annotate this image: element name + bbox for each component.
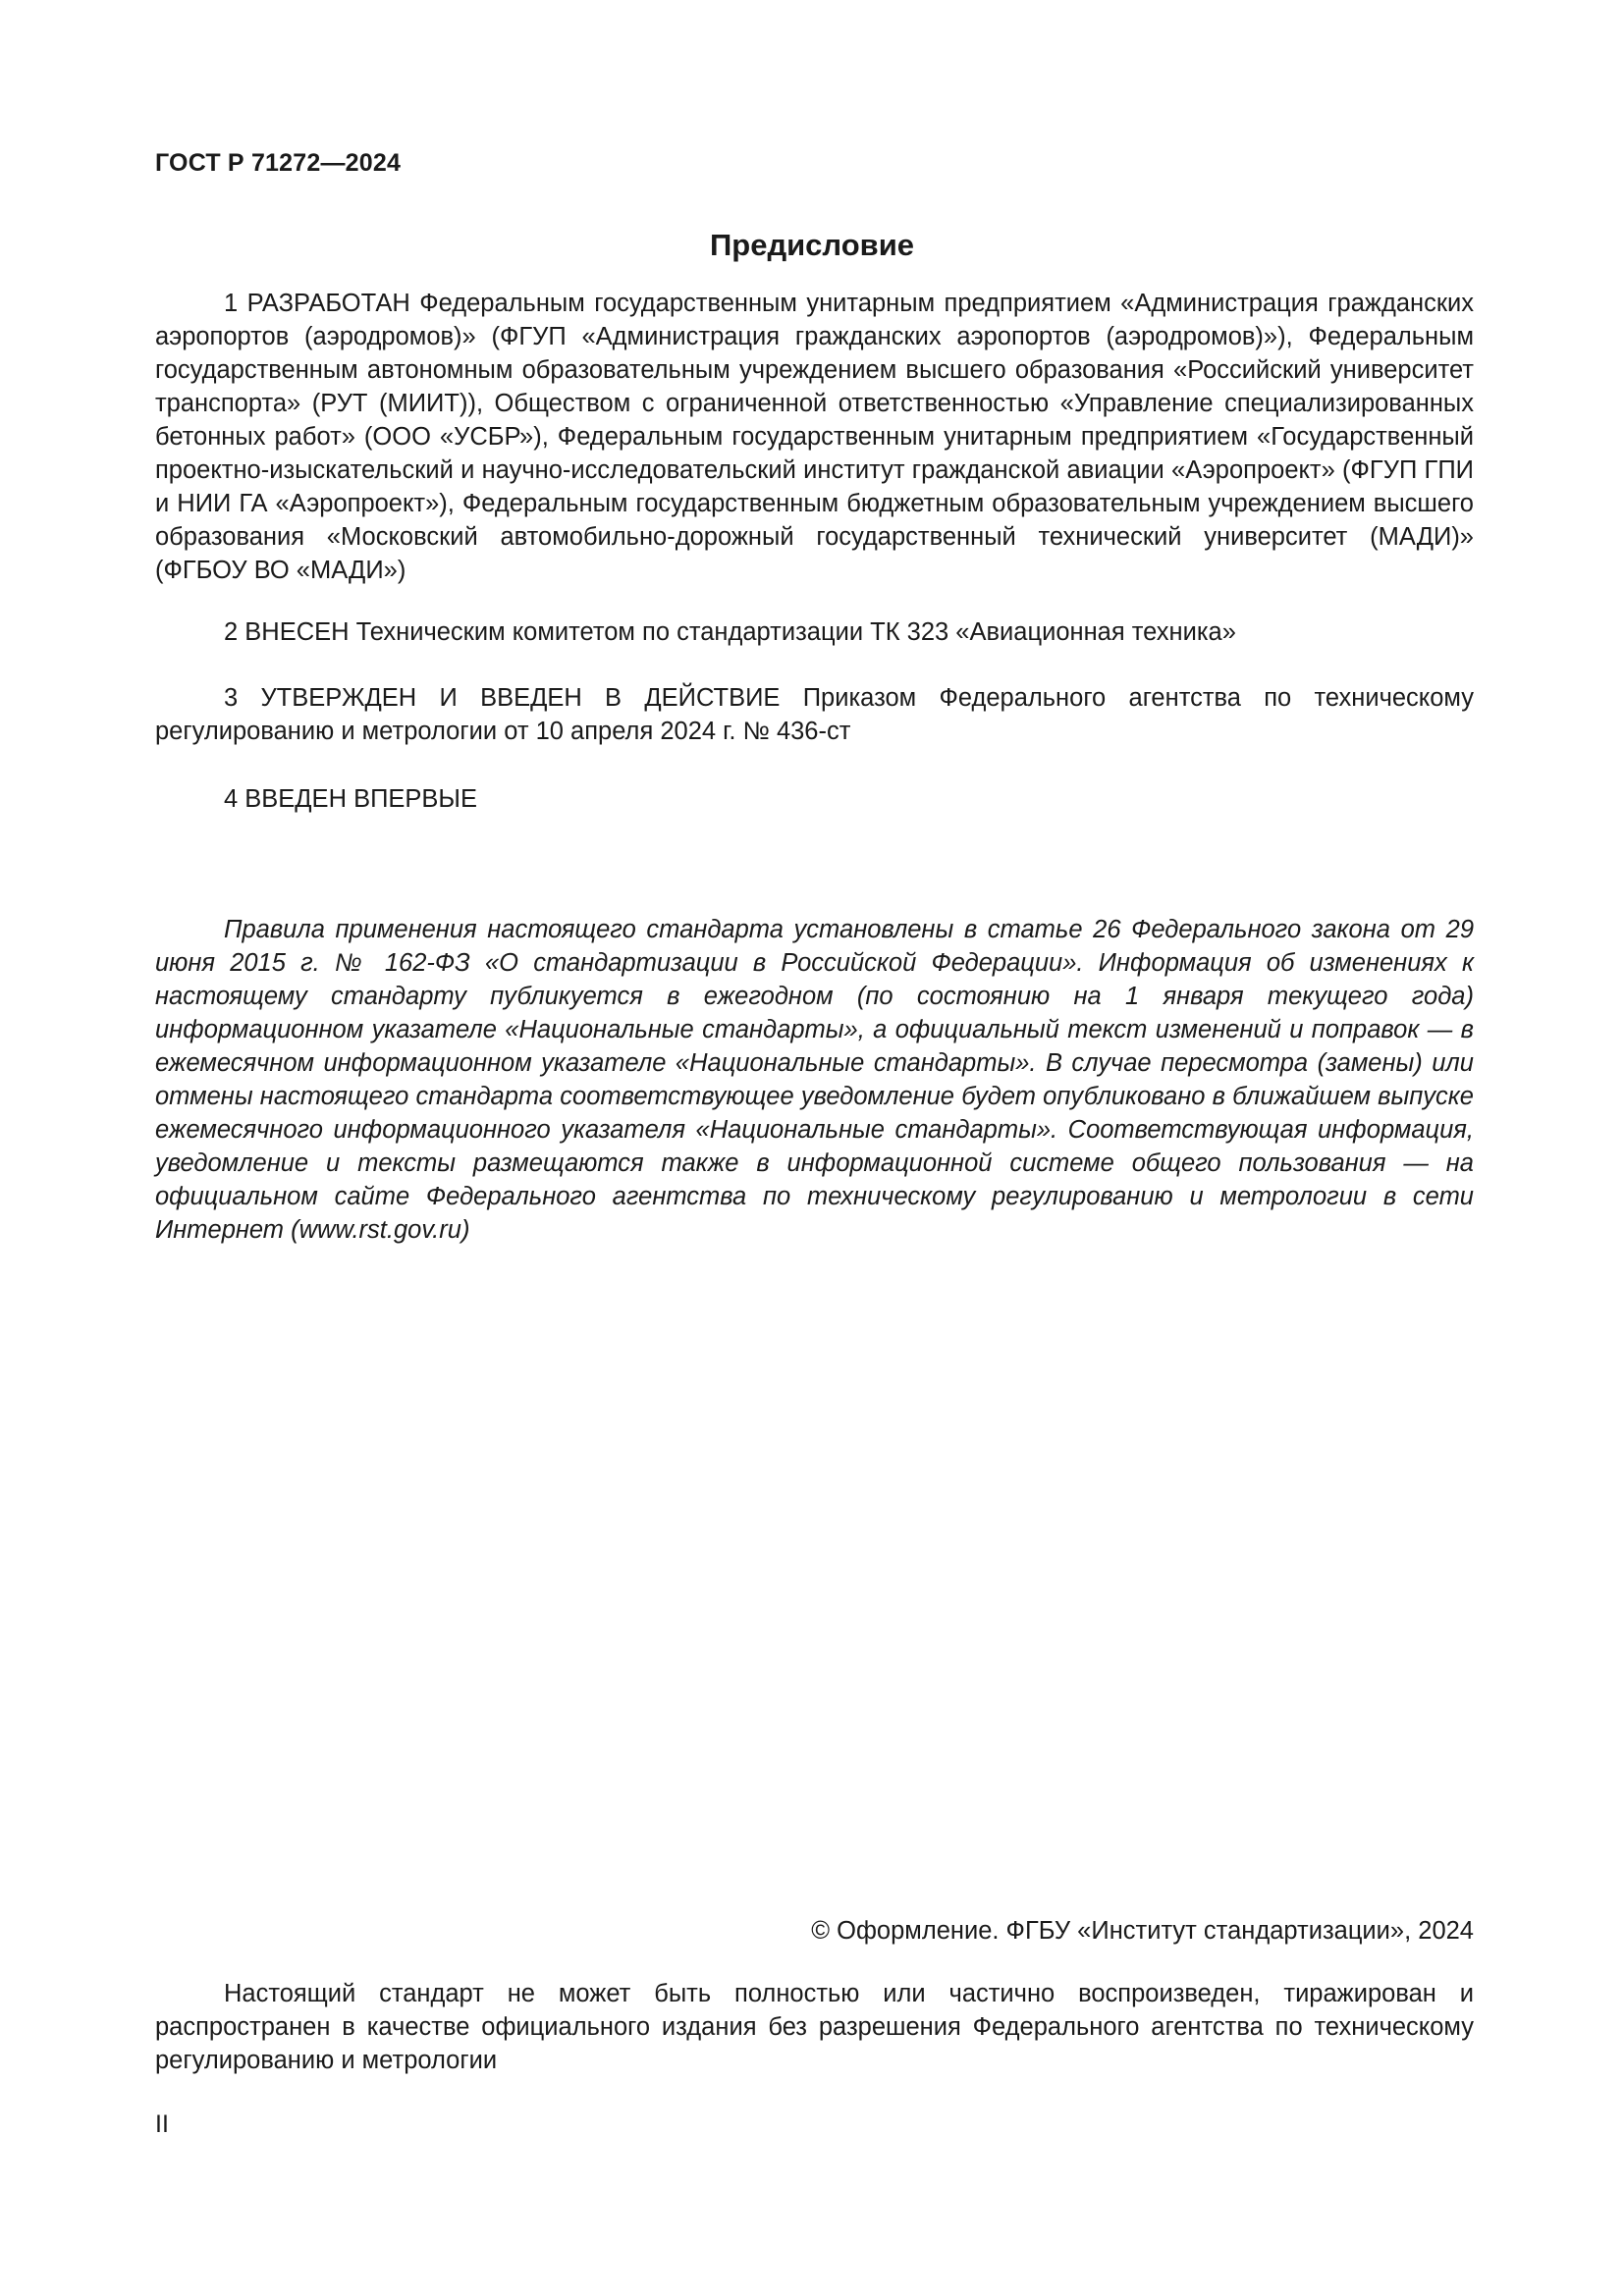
copyright-line: © Оформление. ФГБУ «Институт стандартизации», 2024 [811, 1917, 1474, 1945]
document-code: ГОСТ Р 71272—2024 [155, 149, 402, 177]
paragraph-submitted-by: 2 ВНЕСЕН Техническим комитетом по стандартизации ТК 323 «Авиационная техника» [224, 618, 1236, 646]
section-title: Предисловие [709, 228, 914, 262]
paragraph-developed-by: 1 РАЗРАБОТАН Федеральным государственным унитарным предприятием «Администрация гражданских аэропортов (аэродромов)» (ФГУП «Администрация гражданских аэропортов (аэродромов)»), Федеральным государственным автономным образовательным учреждением высшего образования «Российский университет транспорта» (РУТ (МИИТ)), Обществом с ограниченной ответственностью «Управление специализированных бетонных работ» (ООО «УСБР»), Федеральным государственным унитарным предприятием «Государственный проектно-изыскательский и научно-исследовательский институт гражданской авиации «Аэропроект» (ФГУП ГПИ и НИИ ГА «Аэропроект»), Федеральным государственным бюджетным образовательным учреждением высшего образования «Московский автомобильно-дорожный государственный технический университет (МАДИ)» (ФГБОУ ВО «МАДИ») [155, 290, 1474, 584]
reproduction-notice: Настоящий стандарт не может быть полностью или частично воспроизведен, тиражирован и распространен в качестве официального издания без разрешения Федерального агентства по техническому регулированию и метрологии [155, 1980, 1474, 2074]
paragraph-approved: 3 УТВЕРЖДЕН И ВВЕДЕН В ДЕЙСТВИЕ Приказом Федерального агентства по техническому регулированию и метрологии от 10 апреля 2024 г. № 436-ст [155, 684, 1474, 745]
application-rules-notice: Правила применения настоящего стандарта установлены в статье 26 Федерального закона от 29 июня 2015 г. № 162-ФЗ «О стандартизации в Российской Федерации». Информация об изменениях к настоящему стандарту публикуется в ежегодном (по состоянию на 1 января текущего года) информационном указателе «Национальные стандарты», а официальный текст изменений и поправок — в ежемесячном информационном указателе «Национальные стандарты». В случае пересмотра (замены) или отмены настоящего стандарта соответствующее уведомление будет опубликовано в ближайшем выпуске ежемесячного информационного указателя «Национальные стандарты». Соответствующая информация, уведомление и тексты размещаются также в информационной системе общего пользования — на официальном сайте Федерального агентства по техническому регулированию и метрологии в сети Интернет (www.rst.gov.ru) [155, 916, 1474, 1244]
page-number: II [155, 2110, 169, 2138]
paragraph-first-introduced: 4 ВВЕДЕН ВПЕРВЫЕ [224, 785, 478, 813]
